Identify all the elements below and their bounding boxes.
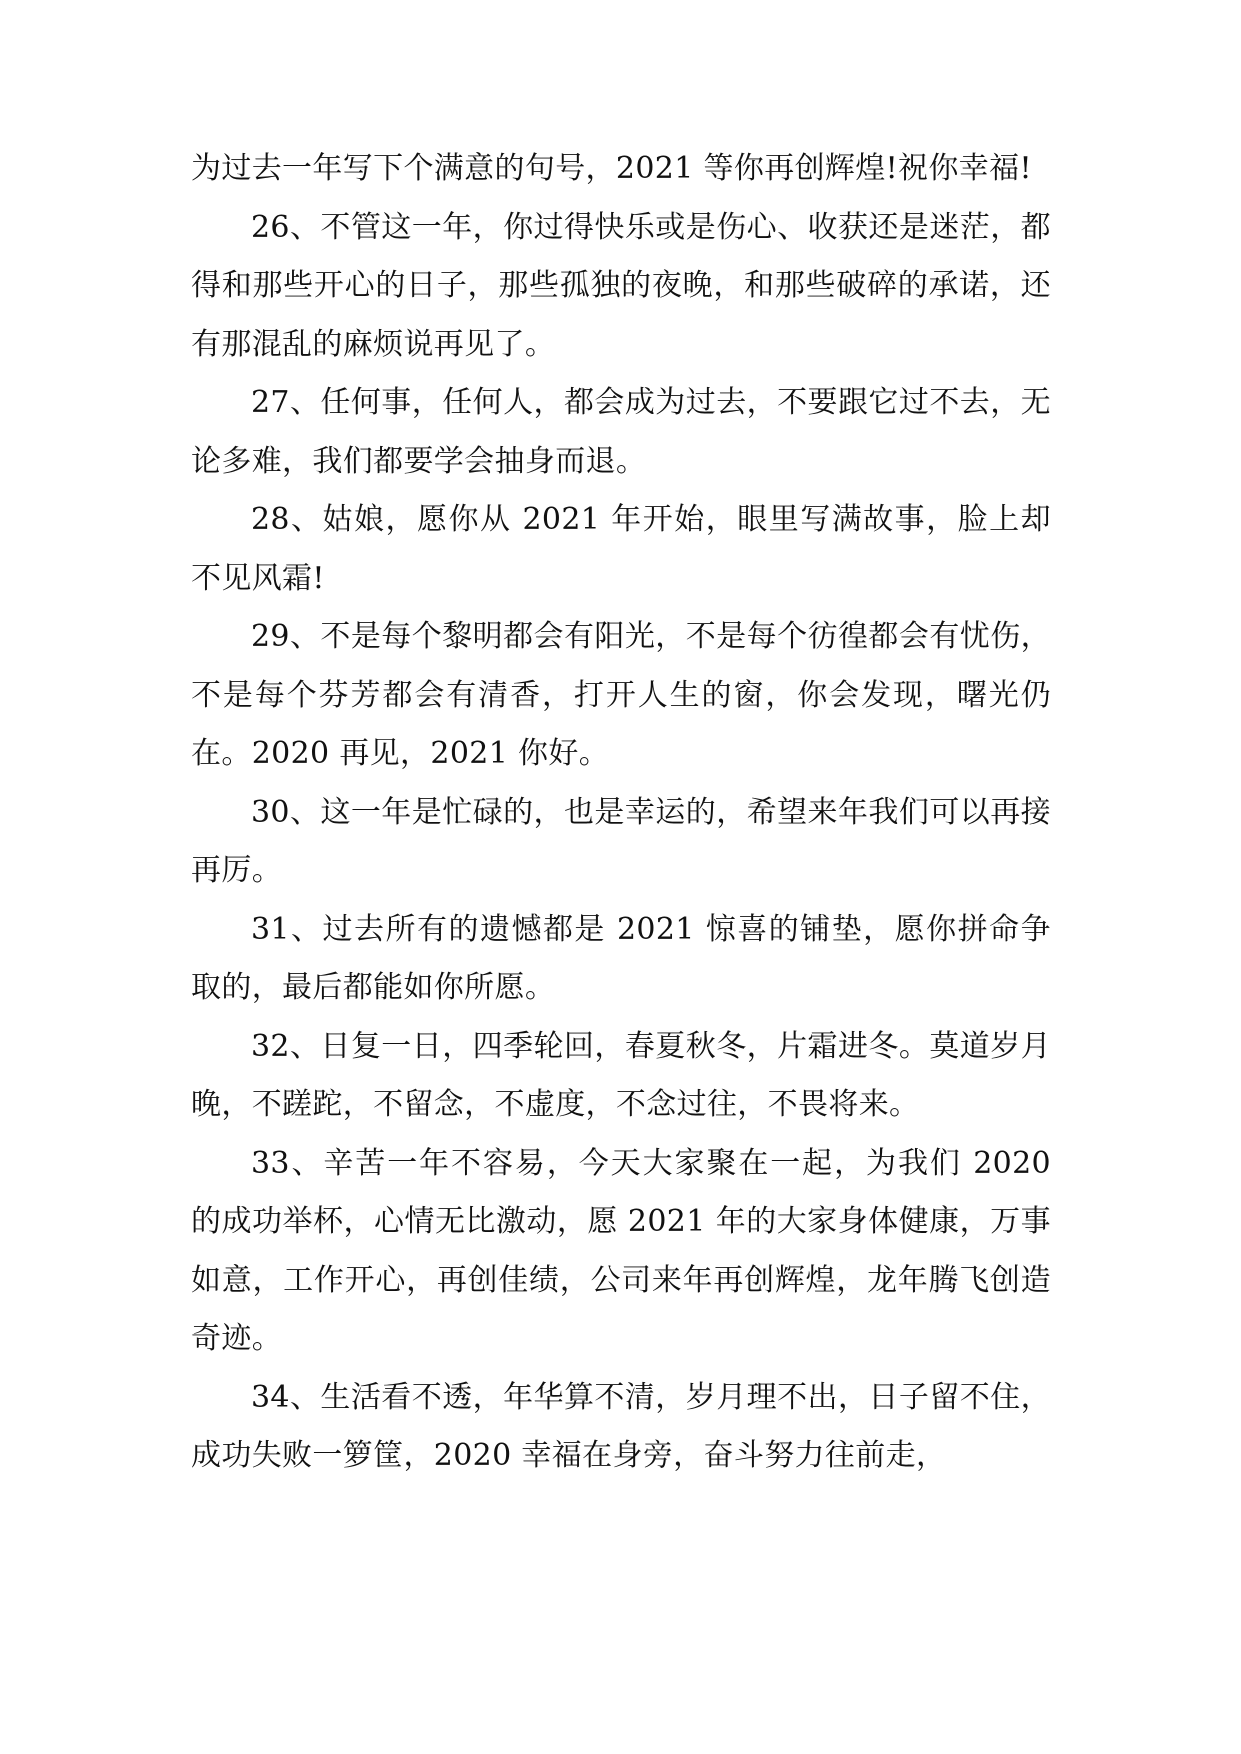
paragraph-32: 32、日复一日，四季轮回，春夏秋冬，片霜进冬。莫道岁月晚，不蹉跎，不留念，不虚度，不念过往，不畏将来。 bbox=[191, 1028, 1051, 1122]
paragraph-28: 28、姑娘，愿你从 2021 年开始，眼里写满故事，脸上却不见风霜! bbox=[191, 502, 1051, 596]
paragraph-29: 29、不是每个黎明都会有阳光，不是每个彷徨都会有忧伤，不是每个芬芳都会有清香，打开人生的窗，你会发现，曙光仍在。2020 再见，2021 你好。 bbox=[191, 619, 1051, 771]
paragraph-27: 27、任何事，任何人，都会成为过去，不要跟它过不去，无论多难，我们都要学会抽身而退。 bbox=[191, 385, 1051, 479]
paragraph-26: 26、不管这一年，你过得快乐或是伤心、收获还是迷茫，都得和那些开心的日子，那些孤独的夜晚，和那些破碎的承诺，还有那混乱的麻烦说再见了。 bbox=[191, 209, 1051, 362]
paragraph-31: 31、过去所有的遗憾都是 2021 惊喜的铺垫，愿你拼命争取的，最后都能如你所愿。 bbox=[191, 911, 1051, 1005]
paragraph-33: 33、辛苦一年不容易，今天大家聚在一起，为我们 2020 的成功举杯，心情无比激动，愿 2021 年的大家身体健康，万事如意，工作开心，再创佳绩，公司来年再创辉煌，龙年腾飞创造奇迹。 bbox=[191, 1145, 1051, 1356]
paragraph-34: 34、生活看不透，年华算不清，岁月理不出，日子留不住，成功失败一箩筐，2020 幸福在身旁，奋斗努力往前走， bbox=[191, 1379, 1051, 1473]
paragraph-30: 30、这一年是忙碌的，也是幸运的，希望来年我们可以再接再厉。 bbox=[191, 794, 1051, 888]
paragraph-closing-wish: 为过去一年写下个满意的句号，2021 等你再创辉煌!祝你幸福! bbox=[191, 151, 1032, 186]
document-body bbox=[191, 140, 1051, 1486]
